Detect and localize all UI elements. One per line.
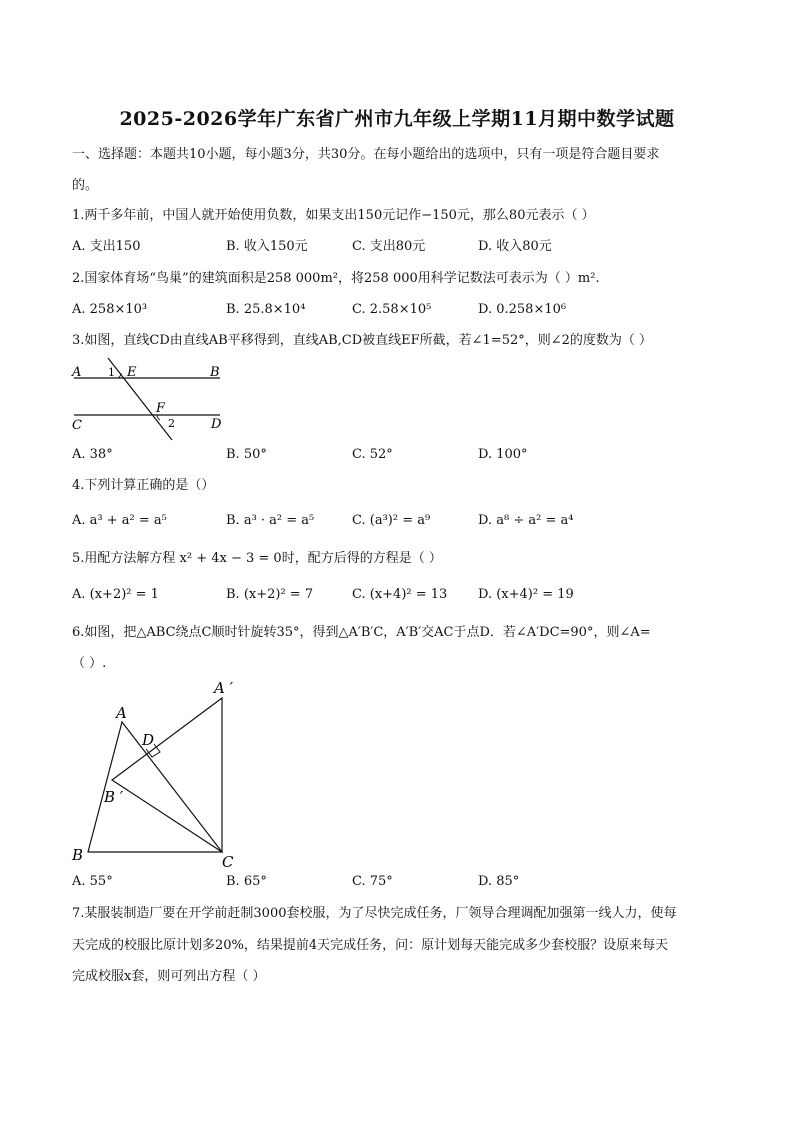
q6-option-b: B. 65°: [226, 874, 267, 889]
q3-line-ef: [108, 358, 172, 440]
q3-label-b: B: [210, 365, 220, 380]
q3-stem: 3.如图，直线CD由直线AB平移得到，直线AB,CD被直线EF所截，若∠1=52°，则∠2的度数为（ ）: [72, 333, 653, 348]
q6-rotation-figure: [66, 676, 256, 872]
q3-angle1-arc: [118, 373, 121, 378]
q4-stem: 4.下列计算正确的是（）: [72, 478, 215, 493]
section-heading-line1: 一、选择题：本题共10小题，每小题3分，共30分。在每小题给出的选项中，只有一项是符合题目要求: [72, 147, 660, 162]
q6-label-a-prime: A ′: [214, 679, 234, 697]
q6-triangle-a-prime-b-prime-c: [112, 698, 222, 852]
q6-stem-line1: 6.如图，把△ABC绕点C顺时针旋转35°，得到△A′B′C，A′B′交AC于点D．若∠A′DC=90°，则∠A=: [72, 625, 651, 640]
q4-option-d: D. a⁸ ÷ a² = a⁴: [478, 513, 574, 528]
q1-option-c: C. 支出80元: [352, 239, 426, 254]
q5-option-b: B. (x+2)² = 7: [226, 587, 314, 602]
q5-stem: 5.用配方法解方程 x² + 4x − 3 = 0时，配方后得的方程是（ ）: [72, 551, 442, 566]
q3-option-b: B. 50°: [226, 447, 267, 462]
q3-label-c: C: [72, 418, 82, 433]
q5-option-c: C. (x+4)² = 13: [352, 587, 448, 602]
q6-label-b: B: [72, 846, 84, 864]
q3-label-a: A: [72, 365, 82, 380]
q4-option-b: B. a³ · a² = a⁵: [226, 513, 315, 528]
q6-option-a: A. 55°: [72, 874, 113, 889]
q6-option-d: D. 85°: [478, 874, 520, 889]
q3-option-a: A. 38°: [72, 447, 113, 462]
q6-option-c: C. 75°: [352, 874, 393, 889]
q3-option-c: C. 52°: [352, 447, 393, 462]
q5-option-a: A. (x+2)² = 1: [72, 587, 159, 602]
q6-label-c: C: [222, 853, 234, 871]
q3-option-d: D. 100°: [478, 447, 528, 462]
q3-label-angle2: 2: [168, 417, 175, 430]
q3-label-e: E: [127, 365, 137, 380]
q2-option-a: A. 258×10³: [72, 302, 148, 317]
q2-stem: 2.国家体育场“鸟巢”的建筑面积是258 000m²，将258 000用科学记数法可表示为（ ）m².: [72, 271, 600, 286]
q3-parallel-lines-figure: [66, 352, 236, 442]
q6-label-d: D: [142, 731, 155, 749]
q7-line1: 7.某服装制造厂要在开学前赶制3000套校服，为了尽快完成任务，厂领导合理调配加强第一线人力，使每: [72, 906, 677, 921]
q6-label-a: A: [116, 704, 127, 722]
q1-option-a: A. 支出150: [72, 239, 141, 254]
q3-label-f: F: [156, 401, 166, 416]
page-title: 2025-2026学年广东省广州市九年级上学期11月期中数学试题: [119, 108, 675, 130]
q3-label-angle1: 1: [108, 366, 115, 379]
q5-option-d: D. (x+4)² = 19: [478, 587, 574, 602]
q2-option-c: C. 2.58×10⁵: [352, 302, 432, 317]
q6-triangle-abc: [88, 722, 222, 852]
q1-stem: 1.两千多年前，中国人就开始使用负数，如果支出150元记作−150元，那么80元表示（ ）: [72, 208, 595, 223]
q1-option-b: B. 收入150元: [226, 239, 308, 254]
q2-option-b: B. 25.8×10⁴: [226, 302, 306, 317]
q3-label-d: D: [211, 417, 222, 432]
q7-line3: 完成校服x套，则可列出方程（ ）: [72, 969, 266, 984]
q1-option-d: D. 收入80元: [478, 239, 552, 254]
q7-line2: 天完成的校服比原计划多20%，结果提前4天完成任务，问：原计划每天能完成多少套校服？设原来每天: [72, 938, 669, 953]
section-heading-line2: 的。: [72, 178, 99, 193]
q6-label-b-prime: B ′: [104, 788, 124, 806]
q2-option-d: D. 0.258×10⁶: [478, 302, 567, 317]
q4-option-c: C. (a³)² = a⁹: [352, 513, 431, 528]
q4-option-a: A. a³ + a² = a⁵: [72, 513, 167, 528]
q6-stem-line2: （ ）.: [72, 656, 107, 671]
